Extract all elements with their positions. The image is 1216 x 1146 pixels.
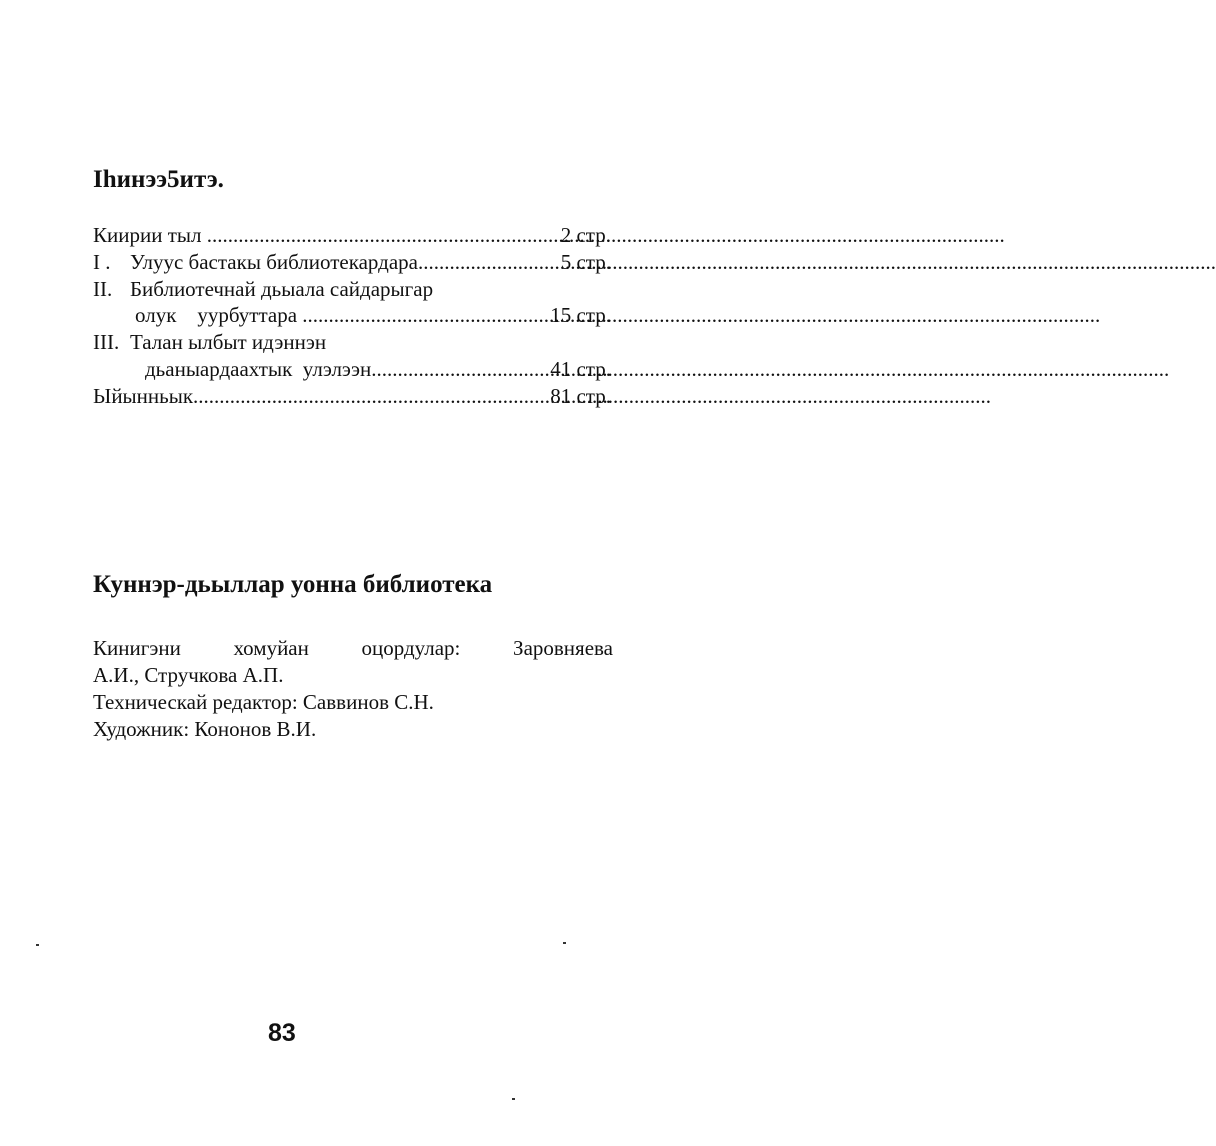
- artist: Художник: Кононов В.И.: [93, 717, 317, 741]
- toc-entry-page: 5 стр.: [560, 249, 611, 274]
- table-of-contents: [93, 222, 611, 410]
- toc-entry-page: 15 стр.: [550, 303, 611, 328]
- toc-entry: [93, 222, 611, 249]
- toc-entry: [93, 356, 611, 383]
- toc-entry-number: II.: [93, 276, 113, 301]
- toc-entry-leader: [302, 302, 550, 329]
- scan-speck: [563, 942, 566, 944]
- contents-title: Ihинээ5итэ.: [93, 166, 224, 193]
- toc-entry-page: 41 стр.: [550, 356, 611, 381]
- toc-entry-label: олук уурбуттара: [135, 303, 303, 328]
- toc-entry-leader: [418, 249, 561, 276]
- toc-entry: [93, 302, 611, 329]
- compilers-line: [93, 635, 613, 662]
- compilers-word: Кинигэни: [93, 636, 181, 660]
- toc-entry-number: I .: [93, 249, 111, 274]
- series-title: Куннэр-дьыллар уонна библиотека: [93, 571, 493, 598]
- toc-entry: [93, 276, 611, 303]
- toc-entry-label: Улуус бастакы библиотекардара: [130, 249, 418, 274]
- toc-entry-label: Талан ылбыт идэннэн: [130, 330, 327, 355]
- toc-entry: [93, 329, 611, 356]
- toc-entry-page: 81 стр.: [550, 383, 611, 408]
- toc-entry-label: Киирии тыл: [93, 223, 207, 247]
- toc-entry-leader: [371, 356, 550, 383]
- toc-entry-label: Ыйынньык: [93, 383, 194, 408]
- page-number: 83: [268, 1019, 296, 1047]
- compilers-word: хомуйан: [233, 636, 309, 660]
- toc-entry-label: Библиотечнай дьыала сайдарыгар: [130, 276, 434, 301]
- toc-entry: [93, 249, 611, 276]
- compilers-names: А.И., Стручкова А.П.: [93, 663, 284, 687]
- scan-speck: [512, 1098, 515, 1100]
- compilers-word: Заровняева: [513, 636, 613, 660]
- toc-entry-leader: [207, 222, 561, 249]
- toc-entry-label: дьаныардаахтык улэлээн: [145, 356, 372, 381]
- toc-entry-page: 2 стр.: [560, 223, 611, 247]
- toc-entry-number: III.: [93, 330, 120, 355]
- compilers-word: оцордулар:: [361, 636, 461, 660]
- toc-entry-leader: [193, 383, 550, 410]
- credits-block: [93, 635, 613, 743]
- scan-speck: [36, 944, 39, 946]
- technical-editor: Техническай редактор: Саввинов С.Н.: [93, 690, 434, 714]
- toc-entry: [93, 383, 611, 410]
